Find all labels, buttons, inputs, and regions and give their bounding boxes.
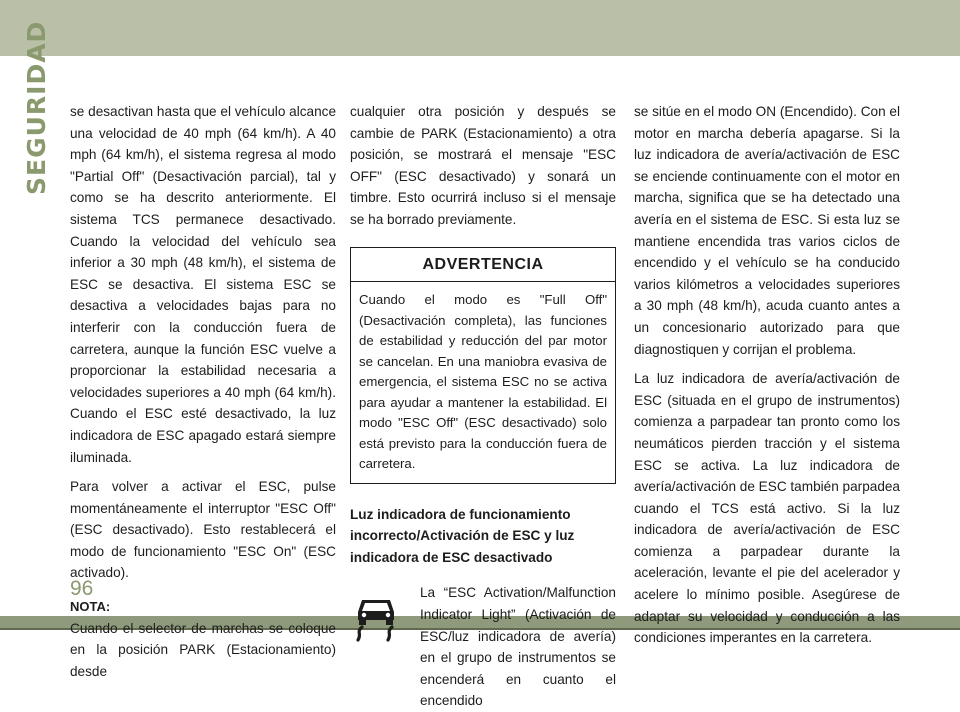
warning-title: ADVERTENCIA [351,248,615,283]
paragraph: se sitúe en el modo ON (Encendido). Con el motor en marcha debería apagarse. Si la luz indicadora de avería/activación de ESC se enciende continuamente con el motor en marcha, significa que se ha detectado una avería en el sistema de ESC. Si esta luz se mantiene encendida tras varios ciclos de encendido y el vehículo se ha conducido varios kilómetros a velocidades superiores a 30 mph (48 km/h), acuda cuanto antes a un concesionario autorizado para que diagnostiquen y corrijan el problema. [634,104,900,357]
esc-skid-car-icon [350,590,402,642]
warning-text: Cuando el modo es "Full Off" (Desactivación completa), las funciones de estabilidad y reducción del par motor se cancelan. En una maniobra evasiva de emergencia, el sistema ESC no se activa para ayudar a mantener la estabilidad. El modo "ESC Off" (ESC desactivado) solo está previsto para la conducción fuera de carretera. [359,292,607,472]
note-text: Cuando el selector de marchas se coloque en la posición PARK (Estacionamiento) desde [70,620,336,679]
paragraph: cualquier otra posición y después se cambie de PARK (Estacionamiento) a otra posición, se mostrará el mensaje "ESC OFF" (ESC desactivado) y sonará un timbre. Esto ocurrirá incluso si el mensaje se ha borrado previamente. [350,104,616,227]
paragraph: La luz indicadora de avería/activación de ESC (situada en el grupo de instrumentos) comienza a parpadear tan pronto como los neumáticos pierden tracción y el sistema ESC se activa. La luz indicadora de avería/activación de ESC también parpadea cuando el TCS está activo. Si la luz indicadora de avería/activación de ESC comienza a parpadear durante la aceleración, levante el pie del acelerador y acelere lo mínimo posible. Asegúrese de adaptar su velocidad y conducción a las condiciones imperantes en la carretera. [634,371,900,646]
subheading: Luz indicadora de funcionamiento incorrecto/Activación de ESC y luz indicadora de ESC desactivado [350,506,575,565]
section-label: SEGURIDAD [22,20,51,195]
note-heading: NOTA: [70,599,111,615]
column-1 [70,101,336,690]
column-2 [350,101,616,712]
paragraph: Para volver a activar el ESC, pulse momentáneamente el interruptor "ESC Off" (ESC desactivado). Esto restablecerá el modo de funcionamiento "ESC On" (ESC activado). [70,479,336,581]
icon-row [350,582,616,712]
header-band [0,0,960,56]
paragraph: se desactivan hasta que el vehículo alcance una velocidad de 40 mph (64 km/h). A 40 mph (64 km/h), el sistema regresa al modo "Partial Off" (Desactivación parcial), tal y como se ha descrito anteriormente. El sistema TCS permanece desactivado. Cuando la velocidad del vehículo sea inferior a 30 mph (48 km/h), el sistema de ESC se desactiva. El sistema ESC se desactiva a velocidades bajas para no interferir con la conducción fuera de carretera, aunque la función ESC vuelve a proporcionar la estabilidad necesaria a velocidades superiores a 40 mph (64 km/h). Cuando el ESC esté desactivado, la luz indicadora de ESC apagado estará siempre iluminada. [70,104,337,465]
column-3 [634,101,900,657]
page-number: 96 [70,577,94,600]
warning-box [350,247,616,484]
icon-description: La “ESC Activation/Malfunction Indicator Light” (Activación de ESC/luz indicadora de avería) en el grupo de instrumentos se encenderá en cuanto el encendido [420,585,616,709]
